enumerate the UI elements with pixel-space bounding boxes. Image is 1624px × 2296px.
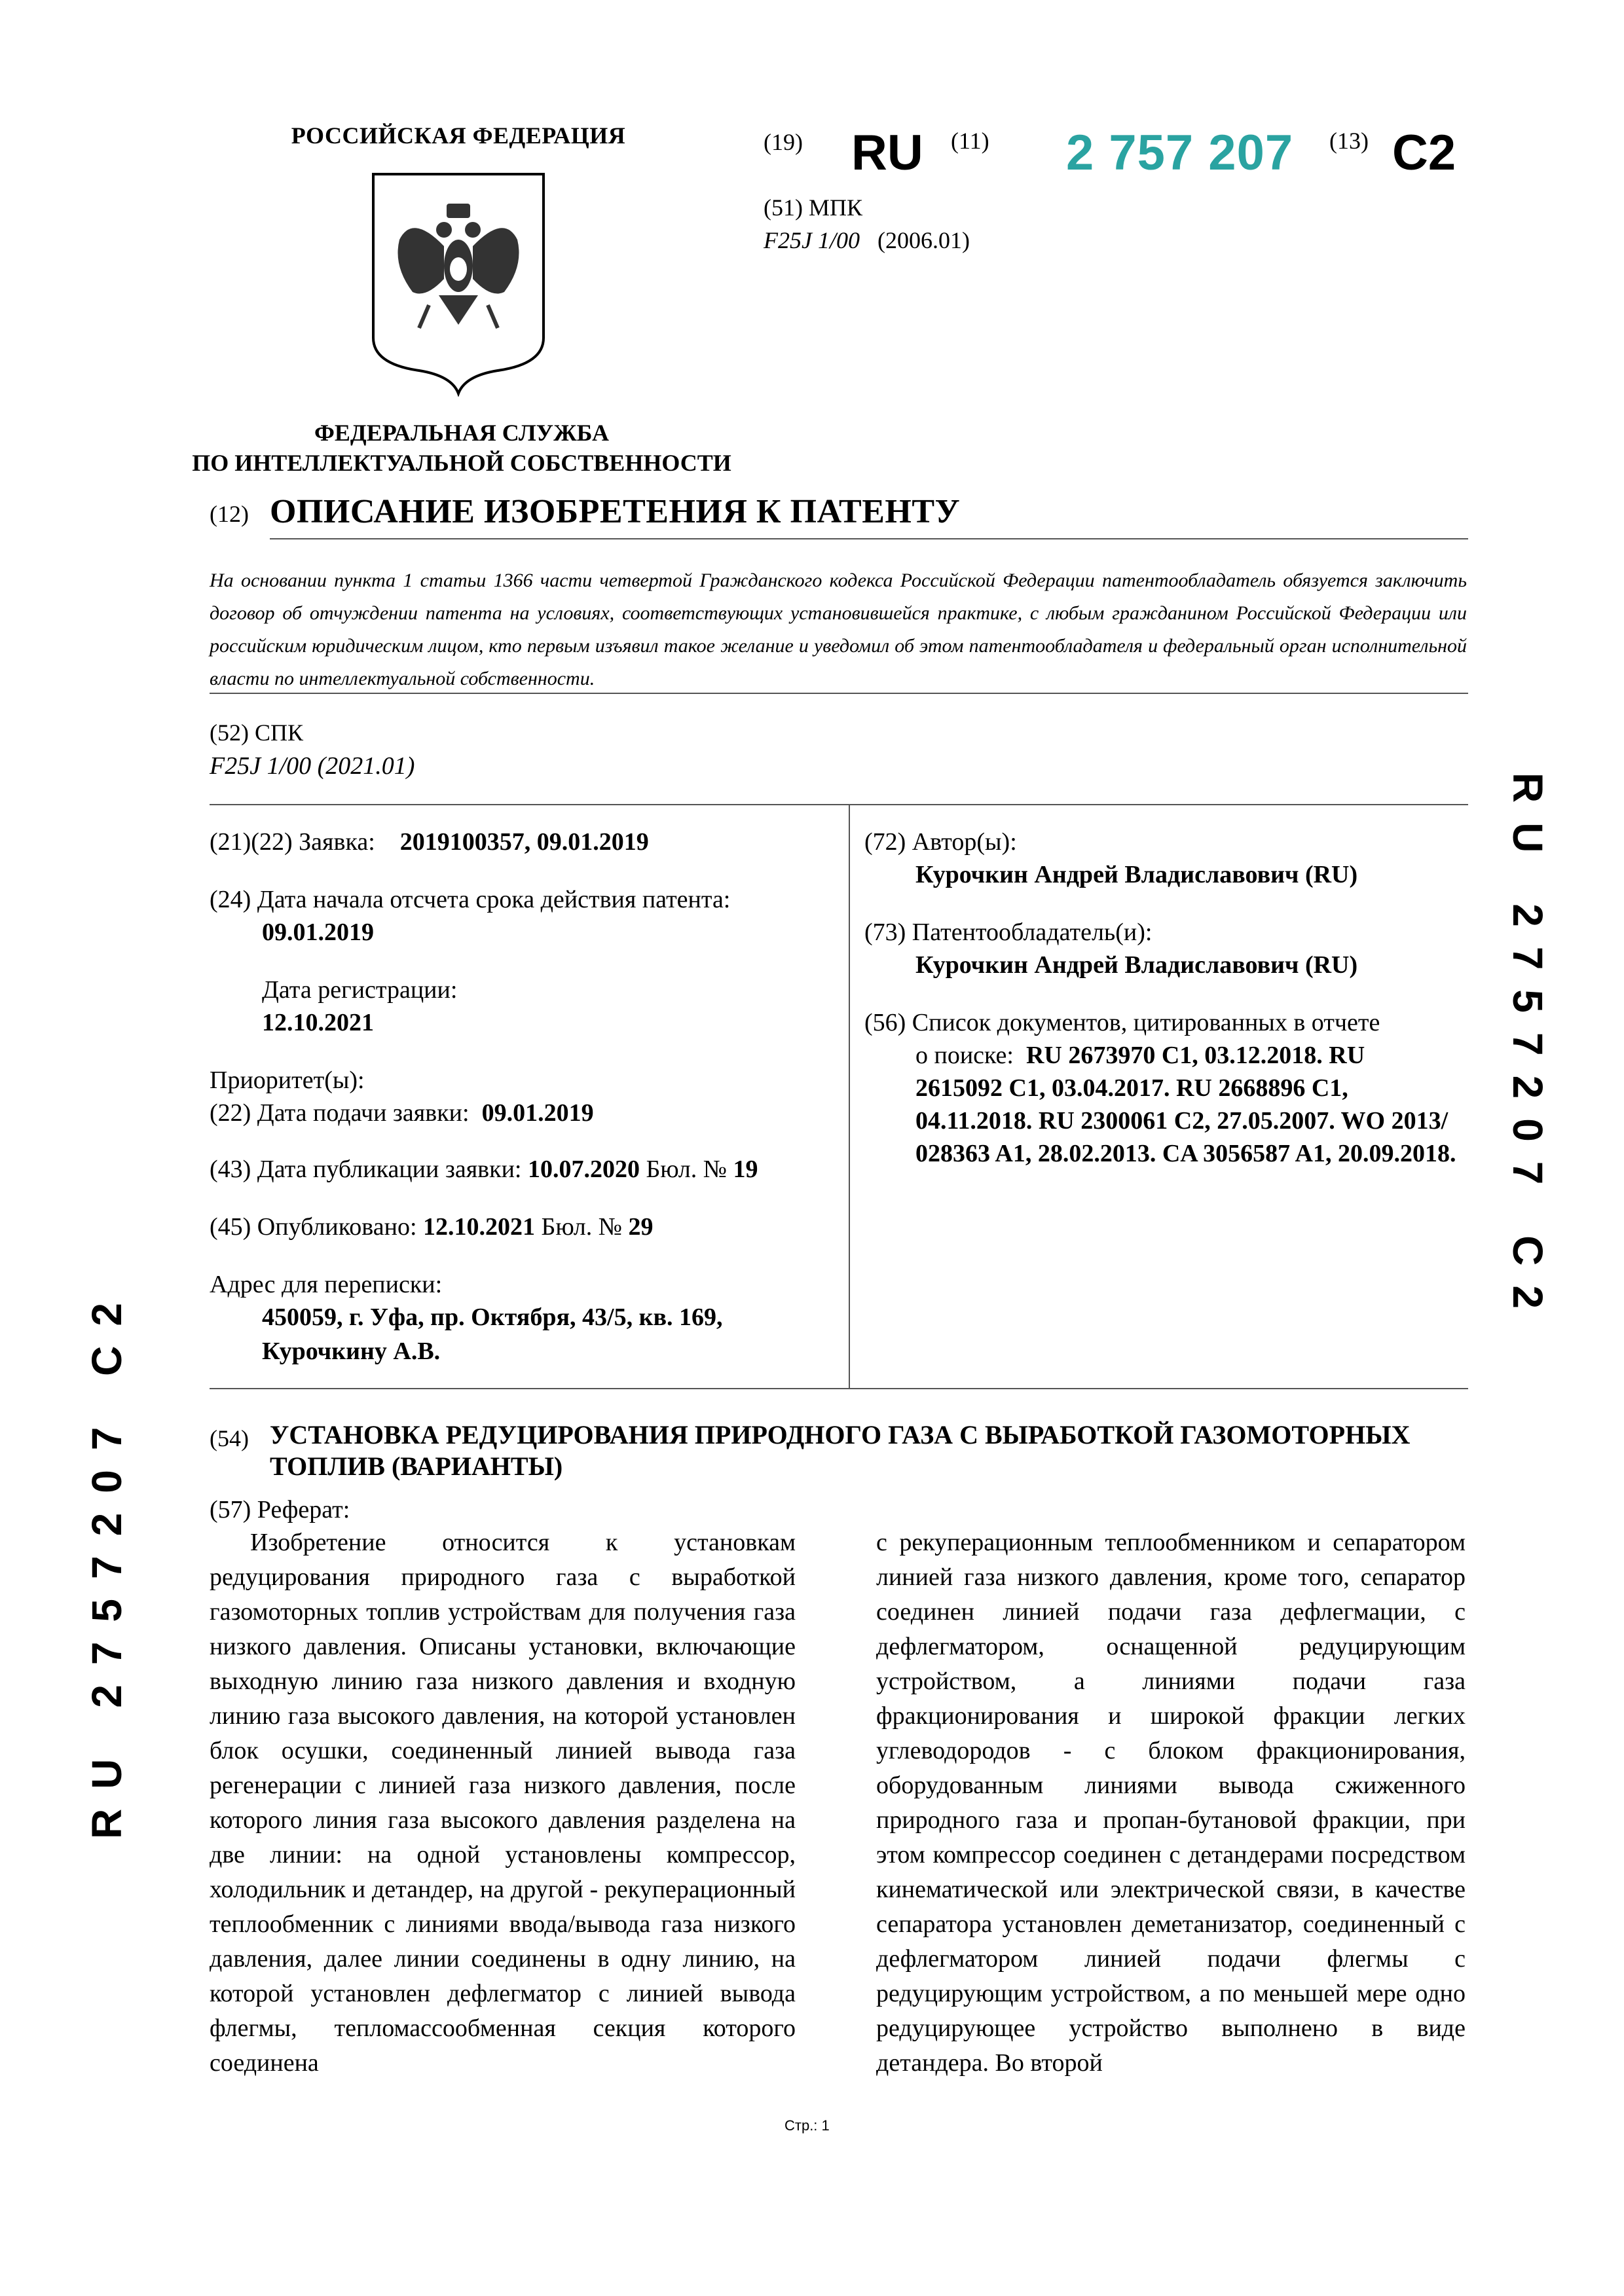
published-field <box>210 1211 654 1243</box>
address-line-2: Курочкину А.В. <box>262 1338 441 1365</box>
biblio-column-divider <box>849 804 850 1388</box>
published-bulletin: Бюл. № <box>541 1213 622 1241</box>
application-field <box>210 826 649 858</box>
biblio-bottom-divider <box>210 1388 1468 1389</box>
document-title: ОПИСАНИЕ ИЗОБРЕТЕНИЯ К ПАТЕНТУ <box>270 493 961 530</box>
owners-label: (73) Патентообладатель(и): <box>864 919 1153 946</box>
cpc-code: F25J 1/00 (2021.01) <box>210 752 415 780</box>
patent-number: 2 757 207 <box>1066 125 1294 181</box>
filing-label: (22) Дата подачи заявки: <box>210 1099 470 1127</box>
agency-line-2: ПО ИНТЕЛЛЕКТУАЛЬНОЙ СОБСТВЕННОСТИ <box>192 450 731 476</box>
citations-line-3: 04.11.2018. RU 2300061 C2, 27.05.2007. WO 2013/ <box>915 1107 1449 1135</box>
filing-value: 09.01.2019 <box>481 1099 594 1127</box>
citations-label: (56) Список документов, цитированных в отчете <box>864 1009 1380 1036</box>
pub-app-bulletin: Бюл. № <box>646 1156 727 1183</box>
kind-code: C2 <box>1392 125 1456 181</box>
pub-app-bulletin-number: 19 <box>733 1156 758 1183</box>
priority-label: Приоритет(ы): <box>210 1066 365 1094</box>
citations-line-1: RU 2673970 C1, 03.12.2018. RU <box>1025 1042 1365 1069</box>
biblio-top-divider <box>210 804 1468 805</box>
inid-code-19: (19) <box>764 129 803 155</box>
published-value: 12.10.2021 <box>423 1213 536 1241</box>
coat-of-arms-emblem <box>367 168 550 397</box>
assignment-notice: На основании пункта 1 статьи 1366 части четвертой Гражданского кодекса Российской Федерации патентообладатель обязуется заключить договор об отчуждении патента на условиях, соответствующих установившейся практике, с любым гражданином Российской Федерации или российским юридическим лицом, кто первым изъявил такое желание и уведомил об этом патентообладателя и федеральный орган исполнительной власти по интеллектуальной собственности. <box>210 570 1467 689</box>
owners-value: Курочкин Андрей Владиславович (RU) <box>915 951 1358 979</box>
inid-code-11: (11) <box>951 128 989 154</box>
abstract-right-column <box>876 1525 1466 2081</box>
ipc-class: F25J 1/00 <box>764 227 860 253</box>
authors-value: Курочкин Андрей Владиславович (RU) <box>915 861 1358 888</box>
authors-label: (72) Автор(ы): <box>864 828 1017 856</box>
citations-line-4: 028363 A1, 28.02.2013. CA 3056587 A1, 20.09.2018. <box>915 1140 1456 1167</box>
filing-date-field <box>210 1097 594 1129</box>
notice-divider <box>210 693 1468 694</box>
ipc-label: (51) МПК <box>764 194 862 221</box>
title-underline <box>270 538 1468 539</box>
published-label: (45) Опубликовано: <box>210 1213 417 1241</box>
country-code: RU <box>851 125 923 181</box>
citations-first-line <box>915 1040 1365 1071</box>
inid-code-12: (12) <box>210 501 249 527</box>
side-patent-number-right: RU 2757207 C2 <box>1504 773 1551 1328</box>
country-name: РОССИЙСКАЯ ФЕДЕРАЦИЯ <box>291 122 626 149</box>
abstract-label: (57) Реферат: <box>210 1496 350 1523</box>
agency-name <box>131 418 792 478</box>
ipc-version: (2006.01) <box>877 227 970 253</box>
address-line-1: 450059, г. Уфа, пр. Октября, 43/5, кв. 169, <box>262 1303 723 1331</box>
abstract-left-text: Изобретение относится к установкам редуцирования природного газа с выработкой газомоторных топлив устройствам для получения газа низкого давления. Описаны установки, включающие выходную линию газа низкого давления и входную линию газа высокого давления, на которой установлен блок осушки, соединенный линией вывода газа регенерации с линией газа низкого давления, после которого линия газа высокого давления разделена на две линии: на одной установлены компрессор, холодильник и детандер, на другой - рекуперационный теплообменник с линиями ввода/вывода газа низкого давления, далее линии соединены в одну линию, на которой установлен дефлегматор с линией вывода флегмы, тепломассообменная секция которого соединена <box>210 1529 796 2077</box>
abstract-right-text: с рекуперационным теплообменником и сепаратором линией газа низкого давления, кроме того, сепаратор соединен линией подачи газа дефлегмации, с дефлегматором, оснащенной редуцирующим устройством, а линиями подачи газа фракционирования и широкой фракции легких углеводородов - с блоком фракционирования, оборудованным линиями вывода сжиженного природного газа и пропан-бутановой фракции, при этом компрессор соединен с детандерами посредством кинематической или электрической связи, в качестве сепаратора установлен деметанизатор, соединенный с дефлегматором линией подачи флегмы с редуцирующим устройством, а по меньшей мере одно редуцирующее устройство выполнено в виде детандера. Во второй <box>876 1529 1466 2077</box>
registration-label: Дата регистрации: <box>262 976 458 1004</box>
abstract-left-column <box>210 1525 796 2081</box>
term-start-label: (24) Дата начала отсчета срока действия патента: <box>210 886 731 913</box>
ipc-code <box>764 227 970 254</box>
citations-label-2: о поиске: <box>915 1042 1014 1069</box>
inid-code-54: (54) <box>210 1425 249 1451</box>
pub-app-label: (43) Дата публикации заявки: <box>210 1156 522 1183</box>
cpc-label: (52) СПК <box>210 720 303 746</box>
application-label: (21)(22) Заявка: <box>210 828 375 856</box>
pub-app-value: 10.07.2020 <box>527 1156 640 1183</box>
inid-code-13: (13) <box>1329 128 1369 154</box>
term-start-value: 09.01.2019 <box>262 919 374 946</box>
page-number: Стр.: 1 <box>784 2117 830 2134</box>
published-bulletin-number: 29 <box>628 1213 654 1241</box>
address-label: Адрес для переписки: <box>210 1271 443 1298</box>
invention-title: УСТАНОВКА РЕДУЦИРОВАНИЯ ПРИРОДНОГО ГАЗА С ВЫРАБОТКОЙ ГАЗОМОТОРНЫХ ТОПЛИВ (ВАРИАНТЫ) <box>270 1420 1411 1481</box>
citations-line-2: 2615092 C1, 03.04.2017. RU 2668896 C1, <box>915 1074 1348 1102</box>
application-publication-field <box>210 1154 758 1185</box>
agency-line-1: ФЕДЕРАЛЬНАЯ СЛУЖБА <box>314 420 609 446</box>
application-value: 2019100357, 09.01.2019 <box>399 828 649 856</box>
registration-value: 12.10.2021 <box>262 1009 374 1036</box>
side-patent-number-left: RU 2757207 C2 <box>83 1283 130 1839</box>
